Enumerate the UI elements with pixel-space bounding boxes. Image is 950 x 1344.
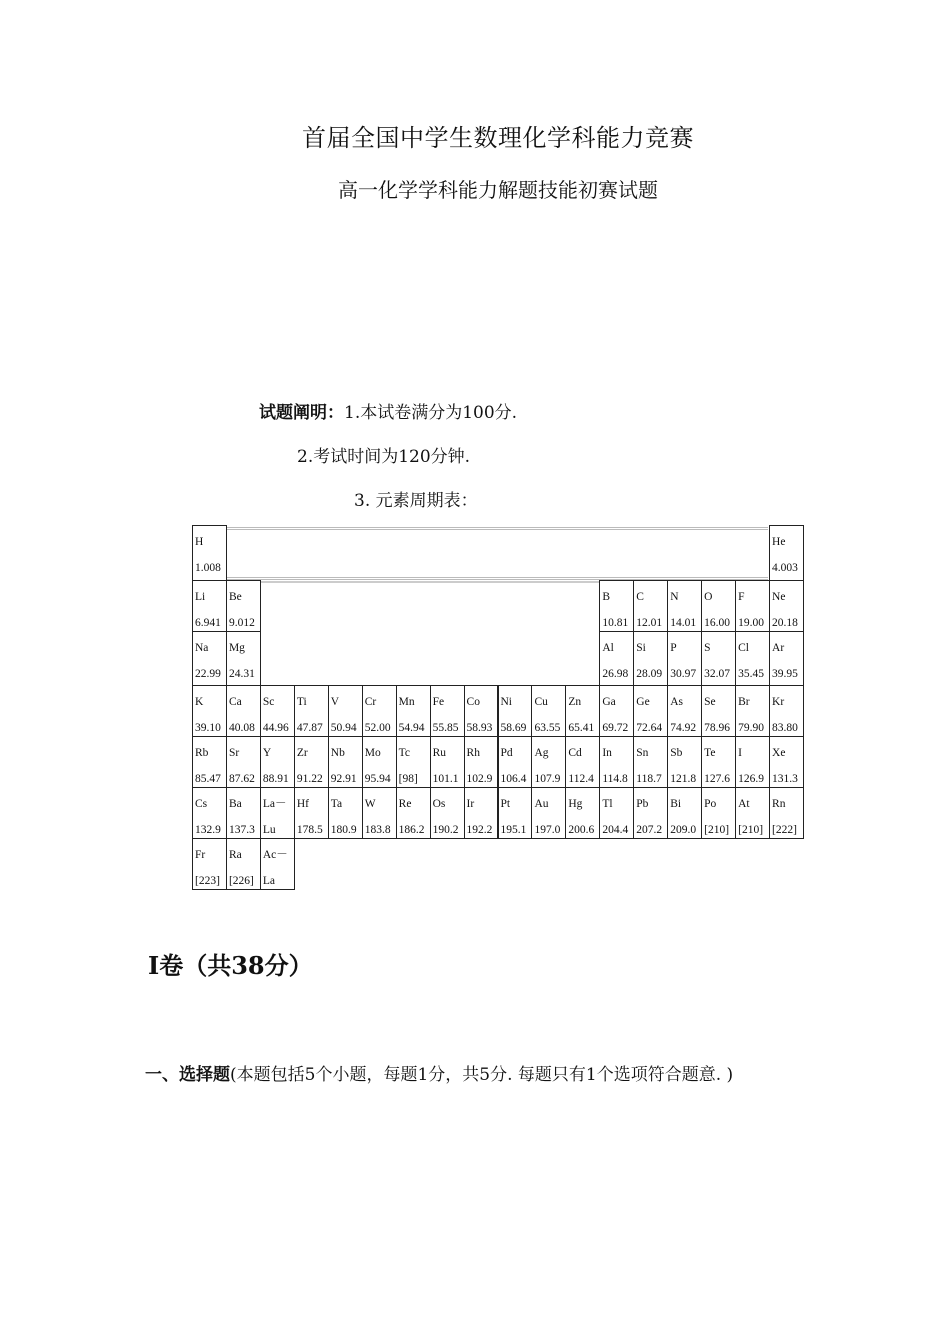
element-symbol: Rb xyxy=(195,747,209,759)
element-cell xyxy=(192,580,227,632)
element-cell xyxy=(531,736,566,788)
element-mass: 107.9 xyxy=(534,773,561,785)
element-mass: 28.09 xyxy=(636,668,663,680)
element-mass: 6.941 xyxy=(195,617,221,629)
element-cell xyxy=(633,631,668,686)
element-cell xyxy=(735,736,770,788)
element-mass: 22.99 xyxy=(195,668,221,680)
element-symbol: Ne xyxy=(772,591,786,603)
element-symbol: Ru xyxy=(432,747,447,759)
element-mass: 197.0 xyxy=(534,824,561,836)
element-mass: [226] xyxy=(228,875,254,887)
question-section-1 xyxy=(145,1058,825,1092)
document-subtitle: 高一化学学科能力解题技能初赛试题 xyxy=(338,178,658,202)
element-symbol: Zr xyxy=(296,747,308,759)
element-mass: 180.9 xyxy=(330,824,357,836)
element-mass: 65.41 xyxy=(568,722,595,734)
element-mass: 190.2 xyxy=(432,824,459,836)
element-mass: [210] xyxy=(704,824,730,836)
element-cell xyxy=(396,787,431,839)
element-cell xyxy=(565,787,600,839)
element-symbol: Hg xyxy=(568,798,583,810)
element-cell xyxy=(362,685,397,737)
element-mass: 63.55 xyxy=(534,722,561,734)
element-cell xyxy=(328,787,363,839)
question-section-text: (本题包括5个小题，每题1分，共5分. 每题只有1个选项符合题意. ) xyxy=(230,1065,734,1085)
element-cell xyxy=(667,580,702,632)
element-cell xyxy=(192,838,227,890)
element-cell xyxy=(328,685,363,737)
element-symbol: O xyxy=(704,591,713,603)
element-mass: 1.008 xyxy=(195,562,221,574)
element-mass: 207.2 xyxy=(636,824,663,836)
element-cell xyxy=(192,685,227,737)
element-symbol: Se xyxy=(704,696,716,708)
element-mass: 74.92 xyxy=(670,722,697,734)
element-mass: La xyxy=(262,875,276,887)
element-cell xyxy=(396,685,431,737)
document-title: 首届全国中学生数理化学科能力竞赛 xyxy=(302,124,694,152)
element-cell xyxy=(769,525,804,581)
element-mass: 83.80 xyxy=(772,722,798,734)
element-mass: 69.72 xyxy=(602,722,629,734)
element-cell xyxy=(498,787,533,839)
element-symbol: Mo xyxy=(364,747,381,759)
element-mass: 55.85 xyxy=(432,722,459,734)
element-symbol: Ge xyxy=(636,696,650,708)
element-cell xyxy=(599,787,634,839)
element-cell xyxy=(294,787,329,839)
element-mass: 26.98 xyxy=(602,668,629,680)
element-symbol: H xyxy=(195,536,204,548)
element-mass: 9.012 xyxy=(228,617,255,629)
element-cell xyxy=(430,736,465,788)
element-cell xyxy=(599,580,634,632)
element-symbol: Ir xyxy=(466,798,475,810)
element-cell xyxy=(328,736,363,788)
element-mass: 118.7 xyxy=(636,773,662,785)
element-symbol: Kr xyxy=(772,696,785,708)
instructions-text-1: 1.本试卷满分为100分. xyxy=(344,403,518,423)
element-mass: 178.5 xyxy=(296,824,323,836)
element-mass: 102.9 xyxy=(466,773,493,785)
element-mass: 127.6 xyxy=(704,773,731,785)
element-mass: 16.00 xyxy=(704,617,731,629)
element-cell xyxy=(260,736,295,788)
section-heading: Ⅰ卷（共38分） xyxy=(148,951,313,980)
element-symbol: Tc xyxy=(398,747,410,759)
element-mass: 52.00 xyxy=(364,722,391,734)
element-symbol: Rh xyxy=(466,747,480,759)
element-symbol: La－ xyxy=(262,798,287,810)
element-cell xyxy=(260,787,295,839)
element-cell xyxy=(701,580,736,632)
element-symbol: W xyxy=(364,798,376,810)
element-symbol: Ca xyxy=(228,696,242,708)
element-cell xyxy=(633,787,668,839)
element-cell xyxy=(498,685,533,737)
element-symbol: Ar xyxy=(772,642,785,654)
element-symbol: F xyxy=(738,591,745,603)
instructions-line-3: 3. 元素周期表： xyxy=(354,491,478,511)
element-mass: 24.31 xyxy=(228,668,255,680)
element-cell xyxy=(260,838,295,890)
element-mass: [222] xyxy=(772,824,797,836)
element-mass: 200.6 xyxy=(568,824,595,836)
element-cell xyxy=(226,685,261,737)
element-cell xyxy=(192,736,227,788)
element-mass: [223] xyxy=(195,875,220,887)
element-symbol: P xyxy=(670,642,677,654)
element-symbol: I xyxy=(738,747,742,759)
element-mass: 4.003 xyxy=(772,562,798,574)
element-symbol: As xyxy=(670,696,683,708)
element-cell xyxy=(362,787,397,839)
element-cell xyxy=(192,631,227,686)
element-symbol: Au xyxy=(534,798,549,810)
element-mass: 204.4 xyxy=(602,824,629,836)
element-symbol: N xyxy=(670,591,679,603)
element-cell xyxy=(735,631,770,686)
element-cell xyxy=(599,631,634,686)
element-mass: 186.2 xyxy=(398,824,425,836)
element-mass: 195.1 xyxy=(500,824,527,836)
element-mass: 137.3 xyxy=(228,824,255,836)
element-cell xyxy=(667,787,702,839)
element-cell xyxy=(464,787,499,839)
element-cell xyxy=(294,736,329,788)
element-cell xyxy=(667,685,702,737)
element-symbol: Cs xyxy=(195,798,208,810)
element-symbol: Si xyxy=(636,642,646,654)
element-symbol: Hf xyxy=(296,798,309,810)
element-mass: 126.9 xyxy=(738,773,764,785)
element-symbol: Cu xyxy=(534,696,548,708)
element-cell xyxy=(769,787,804,839)
element-symbol: Pd xyxy=(500,747,513,759)
element-mass: 47.87 xyxy=(296,722,323,734)
element-cell xyxy=(769,631,804,686)
element-cell xyxy=(362,736,397,788)
element-cell xyxy=(565,736,600,788)
element-cell xyxy=(735,685,770,737)
element-cell xyxy=(260,685,295,737)
element-symbol: K xyxy=(195,696,204,708)
element-symbol: Re xyxy=(398,798,412,810)
periodic-table xyxy=(192,525,803,889)
element-mass: [210] xyxy=(738,824,764,836)
instructions-line-1 xyxy=(259,398,517,423)
element-symbol: Y xyxy=(262,747,272,759)
element-symbol: Co xyxy=(466,696,480,708)
periodic-table-gap-row1 xyxy=(226,527,768,580)
instructions-line-2: 2.考试时间为120分钟. xyxy=(297,447,471,467)
element-symbol: Ac－ xyxy=(262,849,288,861)
element-mass: 92.91 xyxy=(330,773,357,785)
element-symbol: Ti xyxy=(296,696,307,708)
element-symbol: Po xyxy=(704,798,717,810)
element-cell xyxy=(735,580,770,632)
element-symbol: Pb xyxy=(636,798,649,810)
element-symbol: Al xyxy=(602,642,614,654)
element-symbol: Ra xyxy=(228,849,242,861)
element-symbol: Ta xyxy=(330,798,343,810)
element-symbol: Sn xyxy=(636,747,649,759)
element-cell xyxy=(531,787,566,839)
element-mass: Lu xyxy=(262,824,276,836)
element-mass: 209.0 xyxy=(670,824,697,836)
element-cell xyxy=(226,631,261,686)
element-mass: [98] xyxy=(398,773,418,785)
element-mass: 114.8 xyxy=(602,773,628,785)
element-mass: 44.96 xyxy=(262,722,289,734)
element-symbol: Ni xyxy=(500,696,512,708)
element-mass: 58.69 xyxy=(500,722,527,734)
element-cell xyxy=(226,580,261,632)
element-symbol: He xyxy=(772,536,786,548)
element-cell xyxy=(701,685,736,737)
element-mass: 35.45 xyxy=(738,668,764,680)
element-mass: 20.18 xyxy=(772,617,798,629)
element-symbol: Os xyxy=(432,798,446,810)
element-mass: 132.9 xyxy=(195,824,221,836)
element-symbol: Sb xyxy=(670,747,683,759)
element-cell xyxy=(633,580,668,632)
element-cell xyxy=(464,685,499,737)
element-mass: 19.00 xyxy=(738,617,764,629)
element-symbol: Cr xyxy=(364,696,377,708)
element-symbol: Ag xyxy=(534,747,549,759)
element-cell xyxy=(667,631,702,686)
element-cell xyxy=(430,685,465,737)
element-cell xyxy=(701,787,736,839)
element-symbol: V xyxy=(330,696,340,708)
element-symbol: Li xyxy=(195,591,206,603)
element-cell xyxy=(498,736,533,788)
element-cell xyxy=(396,736,431,788)
element-mass: 30.97 xyxy=(670,668,697,680)
element-cell xyxy=(294,685,329,737)
element-symbol: Nb xyxy=(330,747,345,759)
element-symbol: At xyxy=(738,798,750,810)
element-mass: 54.94 xyxy=(398,722,425,734)
element-symbol: B xyxy=(602,591,610,603)
element-mass: 40.08 xyxy=(228,722,255,734)
element-cell xyxy=(599,736,634,788)
element-symbol: Bi xyxy=(670,798,682,810)
element-cell xyxy=(735,787,770,839)
element-cell xyxy=(701,736,736,788)
element-cell xyxy=(192,525,227,581)
element-cell xyxy=(633,685,668,737)
element-symbol: Be xyxy=(228,591,242,603)
element-mass: 10.81 xyxy=(602,617,629,629)
element-cell xyxy=(769,685,804,737)
element-cell xyxy=(226,787,261,839)
element-mass: 79.90 xyxy=(738,722,764,734)
element-cell xyxy=(531,685,566,737)
element-cell xyxy=(226,736,261,788)
element-mass: 50.94 xyxy=(330,722,357,734)
question-section-label: 一、选择题 xyxy=(145,1065,230,1085)
element-symbol: Mn xyxy=(398,696,415,708)
element-mass: 87.62 xyxy=(228,773,255,785)
element-mass: 39.95 xyxy=(772,668,798,680)
element-symbol: Xe xyxy=(772,747,786,759)
element-symbol: Na xyxy=(195,642,209,654)
element-mass: 88.91 xyxy=(262,773,289,785)
element-mass: 78.96 xyxy=(704,722,731,734)
element-mass: 14.01 xyxy=(670,617,697,629)
element-symbol: Cl xyxy=(738,642,749,654)
element-mass: 183.8 xyxy=(364,824,391,836)
element-cell xyxy=(565,685,600,737)
element-symbol: Sc xyxy=(262,696,275,708)
element-mass: 39.10 xyxy=(195,722,221,734)
element-symbol: S xyxy=(704,642,711,654)
element-mass: 121.8 xyxy=(670,773,697,785)
element-symbol: Mg xyxy=(228,642,245,654)
element-symbol: Fr xyxy=(195,849,206,861)
element-cell xyxy=(599,685,634,737)
element-mass: 85.47 xyxy=(195,773,221,785)
element-symbol: Zn xyxy=(568,696,582,708)
element-symbol: Br xyxy=(738,696,750,708)
element-cell xyxy=(633,736,668,788)
element-mass: 192.2 xyxy=(466,824,493,836)
element-symbol: Ga xyxy=(602,696,616,708)
element-cell xyxy=(226,838,261,890)
element-symbol: Tl xyxy=(602,798,613,810)
periodic-table-gap-rows2-3 xyxy=(260,581,599,685)
element-cell xyxy=(667,736,702,788)
element-symbol: Sr xyxy=(228,747,240,759)
element-symbol: Rn xyxy=(772,798,786,810)
element-symbol: Cd xyxy=(568,747,582,759)
element-cell xyxy=(769,736,804,788)
element-symbol: Ba xyxy=(228,798,242,810)
element-symbol: Pt xyxy=(500,798,511,810)
element-mass: 58.93 xyxy=(466,722,493,734)
element-mass: 131.3 xyxy=(772,773,798,785)
element-symbol: Te xyxy=(704,747,716,759)
element-mass: 12.01 xyxy=(636,617,663,629)
element-mass: 112.4 xyxy=(568,773,594,785)
element-cell xyxy=(769,580,804,632)
element-symbol: In xyxy=(602,747,612,759)
element-mass: 91.22 xyxy=(296,773,323,785)
element-cell xyxy=(464,736,499,788)
element-mass: 32.07 xyxy=(704,668,731,680)
element-mass: 101.1 xyxy=(432,773,459,785)
element-mass: 106.4 xyxy=(500,773,527,785)
element-cell xyxy=(701,631,736,686)
element-cell xyxy=(192,787,227,839)
element-symbol: Fe xyxy=(432,696,445,708)
element-cell xyxy=(430,787,465,839)
instructions-label: 试题阐明： xyxy=(259,403,344,423)
element-mass: 95.94 xyxy=(364,773,391,785)
element-symbol: C xyxy=(636,591,644,603)
element-mass: 72.64 xyxy=(636,722,663,734)
